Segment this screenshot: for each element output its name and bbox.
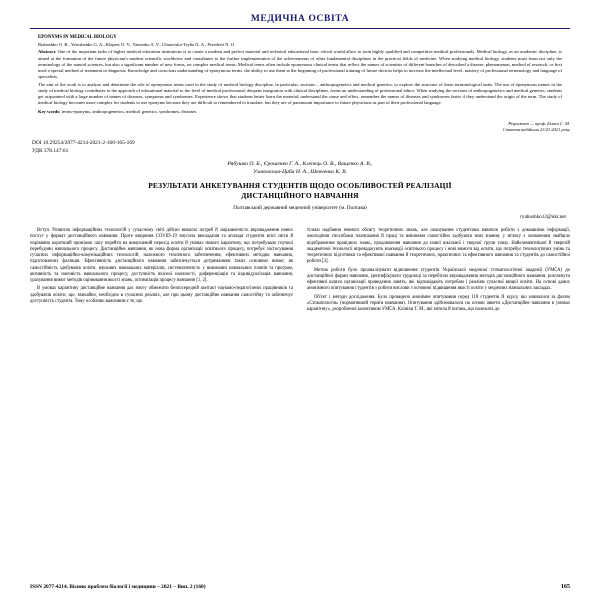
journal-section-header: МЕДИЧНА ОСВІТА [250,14,350,24]
article-title-line-1: РЕЗУЛЬТАТИ АНКЕТУВАННЯ СТУДЕНТІВ ЩОДО ОСОБЛИВОСТЕЙ РЕАЛІЗАЦІЇ [148,181,452,191]
article-authors-line-2: Улановська-Циба Н. А., Шевченко К. В. [253,168,347,175]
abstract-title: EPONYMS IN MEDICAL BIOLOGY [38,35,117,40]
page-footer [30,584,570,590]
header-divider [30,28,570,29]
body-columns [30,228,570,315]
article-affiliation: Полтавський державний медичний університет (м. Полтава) [233,204,367,211]
article-meta [30,140,570,156]
keywords-value: terms-eponyms, anthropogenetics, medical genetics, syndromes, diseases. [60,109,198,115]
abstract-keywords [38,109,562,115]
abstract-block [30,35,570,116]
right-column [307,228,570,315]
footer-citation: ISSN 2077-4214. Вісник проблем біології і медицини – 2021 – Вип. 2 (160) [30,584,206,590]
body-paragraph: тільки надбання певного обсягу теоретичних знань, але опанування студентами навичок роботи з домашніми інформації, оволодіння способами планування й праці та вміннями самостійно здобувати нові знання, у зв'язку з зазначеним знайшло відображення провідних знань, продовження навчання до нової шкільної і творчої групи тощо. Найелементнішої й тверезій академічної технології впроваджують взаємодії освітнього процесу і нові вимоги від освіти, що потребує технологічних умінь та теоретичних підготовки та ефективної навчання й теоретичних, практичних та ефективного навчання та студентів до самостійної роботи [3]. [307,228,570,265]
article-title-line-2: ДИСТАНЦІЙНОГО НАВЧАННЯ [241,191,359,201]
page-number: 165 [561,584,570,590]
udc-line: УДК 378.147:61 [32,148,69,154]
article-authors-line-1: Рябушко О. Б., Єрошенко Г. А., Клепець О. В., Ващенко А. В., [227,160,373,167]
doi-line: DOI 10.29254/2077-4214-2021-2-160-165-169 [32,140,135,147]
body-paragraph: Вступ. Розвиток інформаційних технологій у сучасному світі дійсно вимагає потреб й зацікавленість впровадження нових послуг у формат дистанційного навчання. Проте введення COVID-19 змусила викладачів та аплаздя студентів всієї світи й порівняно коротший проміжок часу перейти на вимушений перехід освіти й умовах нового карантину, що потребувало гнучкої перебудови навчального процесу. Дистанційне навчання, як нова форма організації освітнього процесу, потребує застосування сучасних інформаційно-комунікаційних технологій, належного технічного забезпечення, ефективних методик навчання, підготовлених фахівців. Ефективність дистанційного навчання забезпечується дотриманням таких основних вимог, як самостійність здобувачів освіти, наукових навчальних матеріалів, систематичність у виконанні навчальних планів та програм, активність та наочність навчального процесу, доступність якісної наочності, диференціація та індивідуалізація навчання, урахування вимог методів оцінювання якості знань, оптимізація процесу навчання [1, 2]. [30,228,293,284]
body-paragraph: В умовах карантину дистанційне навчання дає змогу обмежити безпосередній контакт науково-педагогічних працівників та здобувачів освіти, що, звичайно, необхідно в сучасних реаліях, але при цьому дистанційне навчання самостійну та забезпечує доступність студента. Тому особливо важливим є те, що [30,286,293,304]
keywords-label: Key words: [38,109,61,115]
abstract-paragraph: The aim of the work is to analyze and determine the role of eponymous terms used in the study of medical biology discipline, in particular, sections – anthropogenetics and medical genetics, to explore the structure of these terminological units. The use of eponymous names in the study of medical biology contributes to the approach of educational material to the level of medical professional, deepens integration with clinical disciplines, forms an understanding of professional ethics. When studying the sections of anthropogenetics and medical genetics, students get acquainted with a large number of names of diseases, symptoms and syndromes. Experience shows that students better learn the material, understand the cause and effect, remember the names of diseases and syndromes faster if they understand the origin of the term. The study of medical biology becomes more complex for students to use eponyms because they are difficult to remembered to translate, but they are of paramount importance to future physicians as part of their professional language. [38,82,562,106]
abstract-authors: Riabushko O. B., Yeroshenko G. A., Klepets O. V., Vatsenko A. V., Ulanovska-Tsyba N. A., Perederii N. O. [38,42,236,48]
article-authors [30,161,570,177]
abstract-lead: Abstract. [38,49,57,55]
abstract-paragraph [38,49,562,80]
body-paragraph: Об'єкт і методи дослідження. Було проведено анонімне опитування серед 118 студентів II курсу, що навчалися за фахом «Стоматологія» (нормативний термін навчання). Опитування здійснювалося на основі анкети «Дистанційне навчання в умовах карантину», розробленої колективом УМСА. Клініки Т. М., які мітила й питань, що належать до [307,294,570,313]
reviewer-block [30,121,570,134]
article-title [30,181,570,200]
author-email[interactable]: ryabushko12@ukr.net [520,214,566,221]
body-paragraph: Метою роботи було проаналізувати відношення студентів Української медичної стоматологічної академії (УМСА) до дистанційної форми навчання, ідентифікувати труднощі за перебігом впровадження методів дистанційного навчання, розглянути ефективні шляхи організації проведення занять, які відповідають потребам і реаліям сучасної вищої освіти. На основі даних анонімного опитування студентів з робити вислови з основної підвищення якості освіти у медичних навчальних закладах. [307,267,570,292]
abstract-text: One of the important tasks of higher medical education institutions is to create a modern and perfect material and technical educational base, which would allow to train highly qualified and competitive medical professionals. Medical biology, as an academic discipline, is aimed at the formation of the future physician's modern scientific worldview and contributes to the further implementation of the achievements of other fundamental disciplines in the practical fields of medicine. When studying medical biology, students must learn not only the terminology of the natural sciences, but also a significant number of new forms, on complex medical terms. Medical terms often include eponymous clinical terms that reflect the names of scientists of different branches of described a disease, phenomenon, method of research, or first used a special method of treatment or diagnosis. Knowledge and conscious understanding of eponymous terms, the ability to use them at the beginning of professional training of future doctors helps to increase the intellectual level, mastery of professional terminology and language of specialists. [38,49,562,79]
submission-date: Стаття надійшла 23.01.2021 року [502,126,570,132]
left-column [30,228,293,315]
reviewer-name: Рецензент — проф. Білаш С. М. [508,120,570,126]
